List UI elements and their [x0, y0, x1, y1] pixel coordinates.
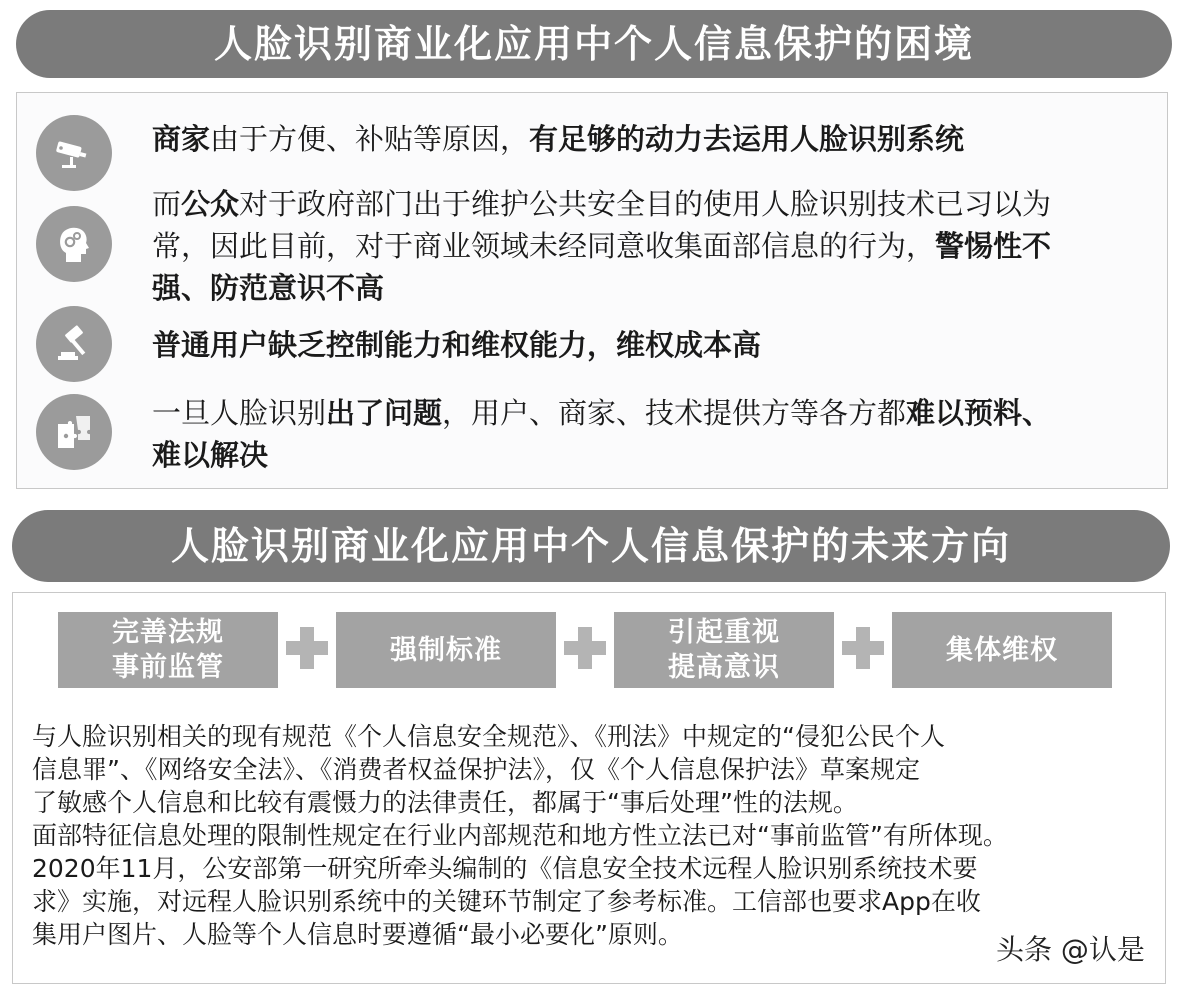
bold-segment: 强、防范意识不高	[152, 271, 385, 305]
gavel-icon	[36, 306, 112, 382]
text-line	[152, 434, 1152, 476]
plus-icon	[564, 627, 606, 669]
tag-regulation-line1: 完善法规	[112, 617, 224, 648]
puzzle-icon	[36, 394, 112, 470]
tag-awareness	[614, 612, 834, 688]
tag-standard-line1: 强制标准	[390, 634, 502, 666]
text-line	[152, 267, 1152, 309]
paragraph-line: 面部特征信息处理的限制性规定在行业内部规范和地方性立法已对“事前监管”有所体现。	[32, 821, 1008, 850]
item-users-text	[152, 324, 1152, 366]
text-line	[152, 324, 1152, 366]
item-public-text	[152, 183, 1152, 309]
plus-icon	[842, 627, 884, 669]
section2-title: 人脸识别商业化应用中个人信息保护的未来方向	[170, 524, 1011, 568]
section1-title: 人脸识别商业化应用中个人信息保护的困境	[213, 22, 974, 66]
text-line	[152, 118, 1152, 160]
text-segment: 由于方便、补贴等原因，	[210, 122, 530, 156]
plus-icon	[286, 627, 328, 669]
watermark: 头条 @认是	[996, 933, 1145, 966]
surveillance-camera-icon	[36, 115, 112, 191]
tag-regulation	[58, 612, 278, 688]
tag-collective-line1: 集体维权	[946, 634, 1058, 666]
tag-collective	[892, 612, 1112, 688]
tag-standard	[336, 612, 556, 688]
paragraph-line: 2020年11月，公安部第一研究所牵头编制的《信息安全技术远程人脸识别系统技术要	[32, 854, 978, 883]
bold-segment: 公众	[181, 187, 240, 221]
text-segment: 对于政府部门出于维护公共安全目的使用人脸识别技术已习以为	[239, 187, 1052, 221]
bold-segment: 出了问题	[326, 396, 443, 430]
item-merchants-text	[152, 118, 1152, 160]
text-segment: 常，因此目前，对于商业领域未经同意收集面部信息的行为，	[152, 229, 936, 263]
paragraph-line: 与人脸识别相关的现有规范《个人信息安全规范》、《刑法》中规定的“侵犯公民个人	[32, 722, 945, 751]
head-gears-icon	[36, 206, 112, 282]
text-segment: 而	[152, 187, 182, 221]
bold-segment: 有足够的动力去运用人脸识别系统	[529, 122, 965, 156]
item-problems-text	[152, 392, 1152, 476]
bold-segment: 普通用户缺乏控制能力和维权能力，维权成本高	[152, 328, 762, 362]
future-direction-paragraph	[32, 720, 1172, 951]
bold-segment: 难以解决	[152, 438, 269, 472]
section1-title-banner	[16, 10, 1172, 78]
tag-awareness-line2: 提高意识	[668, 652, 780, 683]
paragraph-line: 集用户图片、人脸等个人信息时要遵循“最小必要化”原则。	[32, 920, 683, 949]
tag-regulation-line2: 事前监管	[112, 652, 224, 683]
text-line	[152, 392, 1152, 434]
paragraph-line: 信息罪”、《网络安全法》、《消费者权益保护法》，仅《个人信息保护法》草案规定	[32, 755, 920, 784]
bold-segment: 警惕性不	[935, 229, 1052, 263]
tag-awareness-line1: 引起重视	[668, 617, 780, 648]
paragraph-line: 求》实施，对远程人脸识别系统中的关键环节制定了参考标准。工信部也要求App在收	[32, 887, 981, 916]
section2-title-banner	[12, 510, 1170, 582]
bold-segment: 商家	[152, 122, 211, 156]
text-line	[152, 183, 1152, 225]
text-segment: ，用户、商家、技术提供方等各方都	[442, 396, 907, 430]
text-segment: 一旦人脸识别	[152, 396, 327, 430]
bold-segment: 难以预料、	[906, 396, 1052, 430]
text-line	[152, 225, 1152, 267]
paragraph-line: 了敏感个人信息和比较有震慑力的法律责任，都属于“事后处理”性的法规。	[32, 788, 858, 817]
